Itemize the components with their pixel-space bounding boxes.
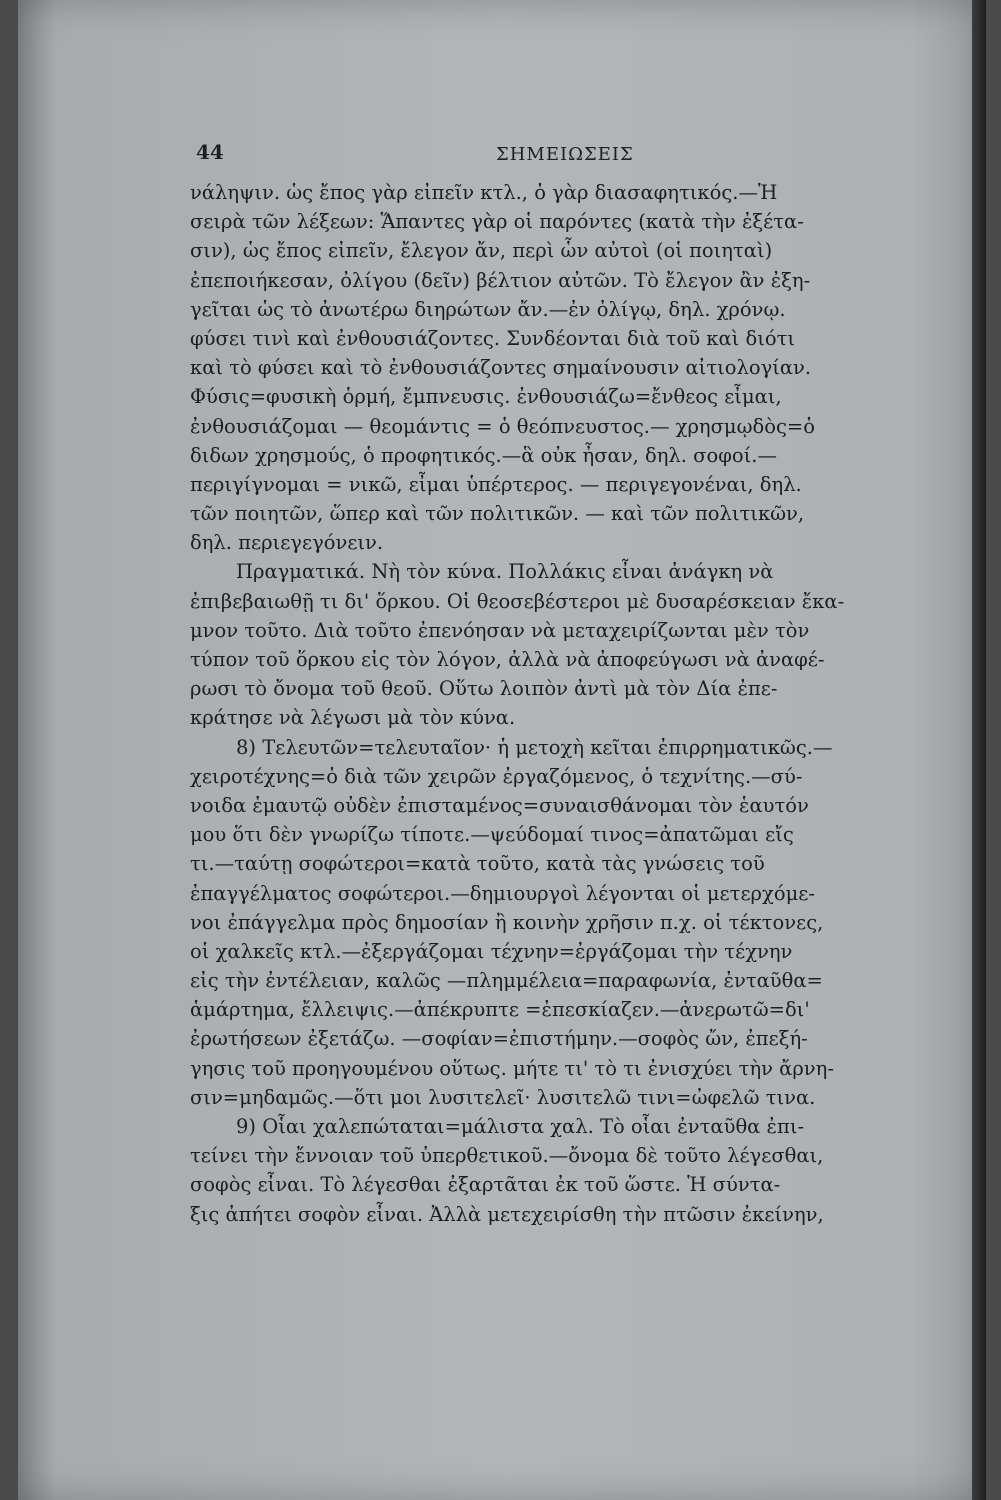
text-line: τείνει τὴν ἔννοιαν τοῦ ὑπερθετικοῦ.—ὄνομα δὲ τοῦτο λέγεσθαι,	[190, 1144, 824, 1168]
book-page	[18, 0, 986, 1500]
page-header	[196, 140, 896, 170]
text-line: περιγίγνομαι = νικῶ, εἶμαι ὑπέρτερος. — περιγεγονέναι, δηλ.	[190, 472, 802, 496]
text-line: νοι ἐπάγγελμα πρὸς δημοσίαν ἢ κοινὴν χρῆσιν π.χ. οἱ τέκτονες,	[190, 910, 824, 934]
text-line: τι.—ταύτῃ σοφώτεροι=κατὰ τοῦτο, κατὰ τὰς γνώσεις τοῦ	[190, 852, 765, 876]
text-line: διδων χρησμούς, ὁ προφητικός.—ἃ οὐκ ἦσαν, δηλ. σοφοί.—	[190, 443, 777, 467]
text-line: εἰς τὴν ἐντέλειαν, καλῶς —πλημμέλεια=παραφωνία, ἐνταῦθα=	[190, 969, 823, 993]
text-line: σειρὰ τῶν λέξεων: Ἅπαντες γὰρ οἱ παρόντες (κατὰ τὴν ἐξέτα-	[190, 210, 804, 234]
page-number: 44	[196, 140, 224, 164]
text-line: ἐπεποιήκεσαν, ὀλίγου (δεῖν) βέλτιον αὐτῶν. Τὸ ἔλεγον ἂν ἐξη-	[190, 268, 811, 292]
page-edge-shadow	[972, 0, 986, 1500]
text-line: νοιδα ἐμαυτῷ οὐδὲν ἐπισταμένος=συναισθάνομαι τὸν ἑαυτόν	[190, 793, 809, 817]
text-line: γησις τοῦ προηγουμένου οὕτως. μήτε τι' τὸ τι ἐνισχύει τὴν ἄρνη-	[190, 1056, 834, 1080]
text-line: τῶν ποιητῶν, ὥπερ καὶ τῶν πολιτικῶν. — καὶ τῶν πολιτικῶν,	[190, 502, 805, 526]
section-heading-line: Πραγματικά. Νὴ τὸν κύνα. Πολλάκις εἶναι ἀνάγκη νὰ	[236, 560, 774, 584]
text-line: Φύσις=φυσικὴ ὁρμή, ἔμπνευσις. ἐνθουσιάζω=ἔνθεος εἶμαι,	[190, 385, 782, 409]
text-line: σοφὸς εἶναι. Τὸ λέγεσθαι ἐξαρτᾶται ἐκ τοῦ ὥστε. Ἡ σύντα-	[190, 1173, 781, 1197]
text-line: καὶ τὸ φύσει καὶ τὸ ἐνθουσιάζοντες σημαίνουσιν αἰτιολογίαν.	[190, 356, 812, 380]
text-line: οἱ χαλκεῖς κτλ.—ἐξεργάζομαι τέχνην=ἐργάζομαι τὴν τέχνην	[190, 939, 793, 963]
text-line: ξις ἀπήτει σοφὸν εἶναι. Ἀλλὰ μετεχειρίσθη τὴν πτῶσιν ἐκείνην,	[190, 1202, 824, 1226]
text-line: κράτησε νὰ λέγωσι μὰ τὸν κύνα.	[190, 706, 516, 730]
running-head: ΣΗΜΕΙΩΣΕΙΣ	[496, 144, 634, 165]
text-line: μνον τοῦτο. Διὰ τοῦτο ἐπενόησαν νὰ μεταχειρίζωνται μὲν τὸν	[190, 618, 810, 642]
text-line: ἐρωτήσεων ἐξετάζω. —σοφίαν=ἐπιστήμην.—σοφὸς ὤν, ἐπεξή-	[190, 1027, 808, 1051]
text-line: γεῖται ὡς τὸ ἀνωτέρω διηρώτων ἄν.—ἐν ὀλίγῳ, δηλ. χρόνῳ.	[190, 297, 786, 321]
text-line: ἐπιβεβαιωθῇ τι δι' ὅρκου. Οἱ θεοσεβέστεροι μὲ δυσαρέσκειαν ἔκα-	[190, 589, 845, 613]
text-line: δηλ. περιεγεγόνειν.	[190, 531, 384, 555]
text-line: τύπον τοῦ ὅρκου εἰς τὸν λόγον, ἀλλὰ νὰ ἀποφεύγωσι νὰ ἀναφέ-	[190, 648, 825, 671]
text-line: σιν=μηδαμῶς.—ὅτι μοι λυσιτελεῖ· λυσιτελῶ τινι=ὠφελῶ τινα.	[190, 1085, 816, 1109]
text-line: μου ὅτι δὲν γνωρίζω τίποτε.—ψεύδομαί τινος=ἀπατῶμαι εἴς	[190, 823, 794, 847]
text-line: φύσει τινὶ καὶ ἐνθουσιάζοντες. Συνδέονται διὰ τοῦ καὶ διότι	[190, 326, 796, 350]
body-text	[190, 178, 910, 1229]
text-line: ρωσι τὸ ὄνομα τοῦ θεοῦ. Οὕτω λοιπὸν ἀντὶ μὰ τὸν Δία ἐπε-	[190, 677, 778, 701]
note-8-line: 8) Τελευτῶν=τελευταῖον· ἡ μετοχὴ κεῖται ἐπιρρηματικῶς.—	[236, 735, 833, 759]
text-line: ἐπαγγέλματος σοφώτεροι.—δημιουργοὶ λέγονται οἱ μετερχόμε-	[190, 881, 815, 905]
text-line: ἐνθουσιάζομαι — θεομάντις = ὁ θεόπνευστος.— χρησμῳδὸς=ὁ	[190, 414, 815, 438]
note-9-line: 9) Οἷαι χαλεπώταται=μάλιστα χαλ. Τὸ οἷαι ἐνταῦθα ἐπι-	[236, 1115, 805, 1138]
text-line: σιν), ὡς ἔπος εἰπεῖν, ἔλεγον ἄν, περὶ ὧν αὐτοὶ (οἱ ποιηταὶ)	[190, 239, 773, 263]
text-line: ἁμάρτημα, ἔλλειψις.—ἀπέκρυπτε =ἐπεσκίαζεν.—ἀνερωτῶ=δι'	[190, 998, 810, 1022]
text-line: νάληψιν. ὡς ἔπος γὰρ εἰπεῖν κτλ., ὁ γὰρ διασαφητικός.—Ἡ	[190, 181, 778, 204]
text-line: χειροτέχνης=ὁ διὰ τῶν χειρῶν ἐργαζόμενος, ὁ τεχνίτης.—σύ-	[190, 764, 803, 788]
